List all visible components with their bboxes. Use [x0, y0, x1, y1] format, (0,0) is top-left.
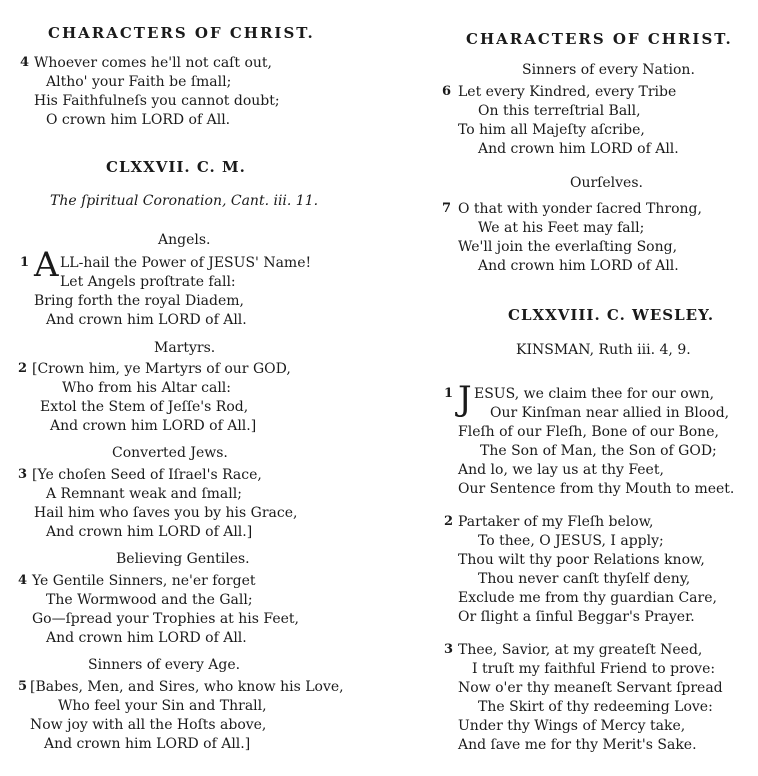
verse-line: And crown him LORD of All. [46, 312, 247, 328]
verse-line: Who feel your Sin and Thrall, [58, 698, 267, 714]
verse-line: Now joy with all the Hoſts above, [30, 717, 267, 733]
verse-line: Now o'er thy meaneſt Servant ſpread [458, 680, 723, 696]
verse-number: 1 [20, 255, 30, 270]
verse-line: And crown him LORD of All.] [44, 736, 251, 752]
verse-line: [Babes, Men, and Sires, who know his Love, [30, 679, 344, 695]
verse-line: The Wormwood and the Gall; [46, 592, 253, 608]
verse-line: Thou wilt thy poor Relations know, [458, 552, 705, 568]
verse-line: O that with yonder ſacred Throng, [458, 201, 702, 217]
verse-line: To him all Majeſty aſcribe, [458, 122, 645, 138]
verse-number: 1 [444, 386, 454, 401]
verse-line: Fleſh of our Fleſh, Bone of our Bone, [458, 424, 719, 440]
verse-line: [Ye choſen Seed of Iſrael's Race, [32, 467, 262, 483]
verse-number: 7 [442, 201, 452, 216]
hymn-caption: KINSMAN, Ruth iii. 4, 9. [516, 342, 691, 358]
verse-line: Let every Kindred, every Tribe [458, 84, 677, 100]
verse-line: [Crown him, ye Martyrs of our GOD, [32, 361, 291, 377]
verse-line: And ſave me for thy Merit's Sake. [458, 737, 697, 753]
verse-number: 6 [442, 84, 452, 99]
verse-line: His Faithfulneſs you cannot doubt; [34, 93, 280, 109]
verse-number: 2 [18, 361, 28, 376]
hymn-title: CLXXVIII. C. WESLEY. [508, 306, 715, 324]
section-heading: Ourſelves. [570, 175, 643, 191]
verse-line: The Skirt of thy redeeming Love: [478, 699, 713, 715]
verse-line: We at his Feet may fall; [478, 220, 645, 236]
verse-line: We'll join the everlaſting Song, [458, 239, 678, 255]
verse-line: And crown him LORD of All.] [50, 418, 257, 434]
verse-line: ESUS, we claim thee for our own, [474, 386, 715, 402]
verse-number: 3 [444, 642, 454, 657]
hymn-caption: The ſpiritual Coronation, Cant. iii. 11. [50, 193, 319, 209]
running-head: CHARACTERS OF CHRIST. [48, 24, 315, 42]
section-heading: Sinners of every Nation. [522, 62, 695, 78]
verse-line: On this terreſtrial Ball, [478, 103, 641, 119]
verse-line: And lo, we lay us at thy Feet, [458, 462, 664, 478]
verse-number: 2 [444, 514, 454, 529]
verse-line: Or ſlight a ſinful Beggar's Prayer. [458, 609, 695, 625]
verse-number: 3 [18, 467, 28, 482]
verse-line: And crown him LORD of All. [478, 258, 679, 274]
verse-line: Our Kinſman near allied in Blood, [490, 405, 730, 421]
section-heading: Angels. [158, 232, 211, 248]
verse-line: Whoever comes he'll not caſt out, [34, 55, 272, 71]
verse-line: LL-hail the Power of JESUS' Name! [60, 255, 312, 271]
verse-line: Thou never canſt thyſelf deny, [478, 571, 691, 587]
verse-line: And crown him LORD of All. [478, 141, 679, 157]
verse-number: 4 [18, 573, 28, 588]
verse-line: Under thy Wings of Mercy take, [458, 718, 686, 734]
section-heading: Believing Gentiles. [116, 551, 250, 567]
hymn-title: CLXXVII. C. M. [106, 158, 246, 176]
verse-line: Who from his Altar call: [62, 380, 232, 396]
verse-line: Thee, Savior, at my greateſt Need, [458, 642, 703, 658]
section-heading: Sinners of every Age. [88, 657, 241, 673]
drop-cap: J [458, 379, 472, 419]
verse-line: Bring forth the royal Diadem, [34, 293, 244, 309]
verse-line: Our Sentence from thy Mouth to meet. [458, 481, 735, 497]
section-heading: Converted Jews. [112, 445, 228, 461]
verse-line: The Son of Man, the Son of GOD; [480, 443, 717, 459]
verse-line: Altho' your Faith be ſmall; [46, 74, 232, 90]
running-head: CHARACTERS OF CHRIST. [466, 30, 733, 48]
verse-line: A Remnant weak and ſmall; [46, 486, 242, 502]
verse-line: Partaker of my Fleſh below, [458, 514, 654, 530]
verse-line: Go—ſpread your Trophies at his Feet, [32, 611, 299, 627]
verse-number: 4 [20, 55, 30, 70]
verse-line: Let Angels proſtrate fall: [60, 274, 236, 290]
verse-line: To thee, O JESUS, I apply; [478, 533, 664, 549]
verse-line: Ye Gentile Sinners, ne'er forget [32, 573, 256, 589]
verse-line: And crown him LORD of All. [46, 630, 247, 646]
verse-line: And crown him LORD of All.] [46, 524, 253, 540]
verse-line: Exclude me from thy guardian Care, [458, 590, 717, 606]
verse-line: Extol the Stem of Jeſſe's Rod, [40, 399, 249, 415]
drop-cap: A [34, 245, 59, 285]
verse-number: 5 [18, 679, 28, 694]
verse-line: O crown him LORD of All. [46, 112, 231, 128]
section-heading: Martyrs. [154, 340, 216, 356]
verse-line: Hail him who ſaves you by his Grace, [34, 505, 298, 521]
verse-line: I truſt my faithful Friend to prove: [472, 661, 716, 677]
